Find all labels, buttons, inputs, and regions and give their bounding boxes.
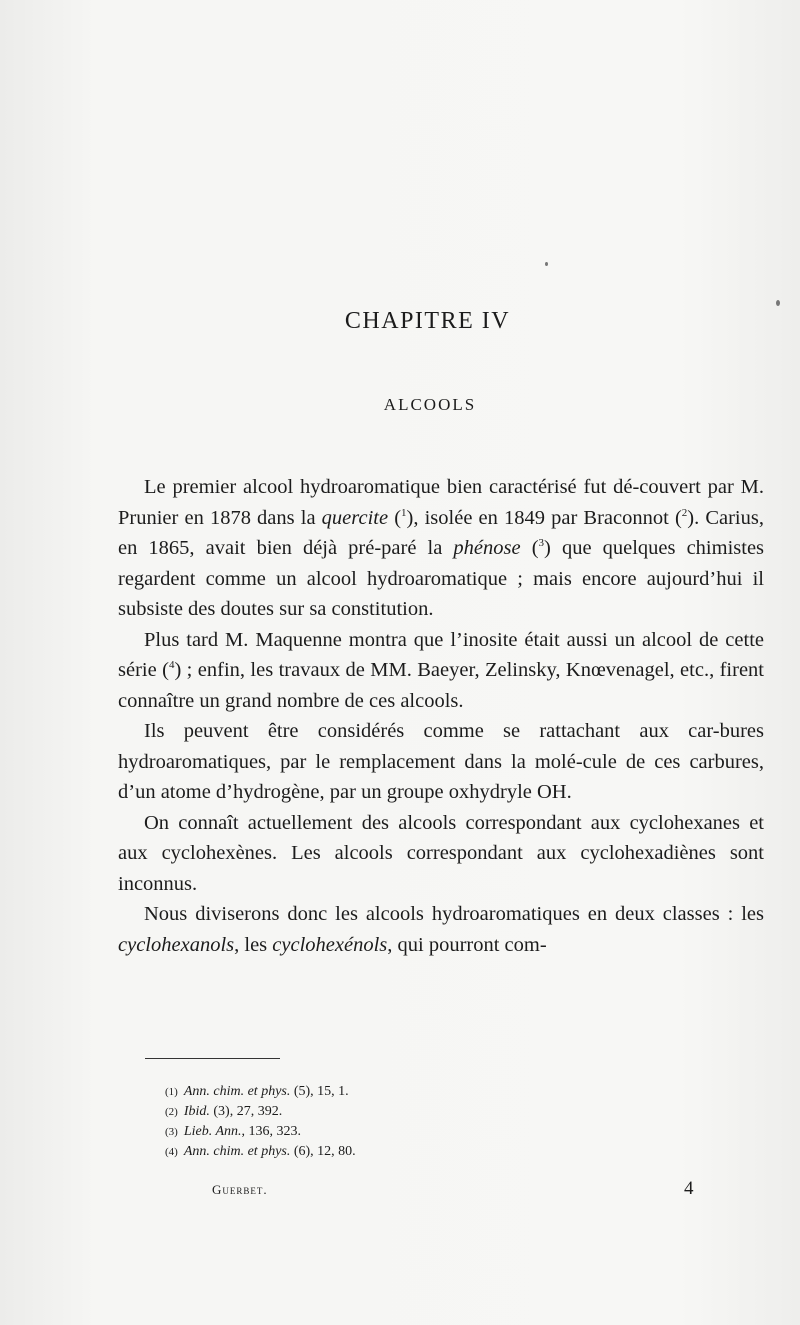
text-run: ( (388, 506, 402, 529)
chapter-title: CHAPITRE IV (344, 308, 511, 334)
body-text (118, 472, 764, 960)
section-title: ALCOOLS (383, 395, 477, 414)
text-run: ) que quelques chimistes regardent comme un alcool hydroaromatique ; mais encore aujourd’hui il subsiste des doutes sur sa constitution. (118, 537, 765, 620)
footnote-number: (2) (165, 1106, 178, 1118)
paragraph (118, 625, 764, 717)
footnote-detail: (3), 27, 392. (209, 1104, 283, 1119)
text-run: On connaît actuellement des alcools correspondant aux cyclohexanes et aux cyclohexènes. Les alcools correspondant aux cyclohexadiènes sont inconnus. (118, 811, 764, 895)
text-run: , les (234, 933, 273, 956)
footnote-ref: 3 (538, 537, 545, 550)
footnote-source: Lieb. Ann. (183, 1124, 242, 1139)
signature-mark: 4 (684, 1178, 694, 1199)
footnote (165, 1082, 356, 1102)
text-run: Ils peuvent être considérés comme se rattachant aux car-bures hydroaromatiques, par le remplacement dans la molé-cule de ces carbures, d’un atome d’hydrogène, par un groupe oxhydryle OH. (118, 720, 764, 803)
paragraph (118, 899, 764, 960)
text-run: ). Carius, en 1865, avait bien déjà pré-paré la (118, 506, 764, 559)
footnote-divider (145, 1058, 280, 1059)
text-run: Le premier alcool hydroaromatique bien caractérisé fut dé-couvert par M. Prunier en 1878 dans la (118, 476, 764, 529)
footnote-number: (4) (165, 1146, 178, 1158)
text-run: ) ; enfin, les travaux de MM. Baeyer, Zelinsky, Knœvenagel, etc., firent connaître un grand nombre de ces alcools. (118, 659, 764, 712)
text-run-italic: cyclohexénols (272, 933, 388, 956)
text-run: , qui pourront com- (387, 933, 547, 956)
footnote-number: (3) (165, 1126, 178, 1138)
footnote-detail: (6), 12, 80. (290, 1144, 356, 1159)
paragraph (118, 808, 764, 900)
paper-speck (545, 262, 548, 266)
printer-signature: Guerbet. (212, 1182, 268, 1197)
text-run: ), isolée en 1849 par Braconnot ( (406, 506, 682, 529)
footnote-ref: 4 (168, 659, 175, 672)
footnote-source: Ibid. (183, 1104, 210, 1119)
footnote-source: Ann. chim. et phys. (183, 1084, 291, 1099)
text-run: Plus tard M. Maquenne montra que l’inosite était aussi un alcool de cette série ( (118, 628, 764, 681)
text-run-italic: cyclohexanols (118, 933, 235, 956)
text-run-italic: phénose (453, 537, 521, 559)
paragraph (118, 716, 764, 808)
paper-speck (776, 300, 780, 306)
text-run: Nous diviserons donc les alcools hydroaromatiques en deux classes : les (144, 903, 764, 925)
footnote (165, 1102, 356, 1122)
text-run: ( (520, 537, 539, 559)
footnotes (165, 1082, 356, 1162)
footnote (165, 1122, 356, 1142)
paragraph (118, 472, 764, 625)
footnote-number: (1) (165, 1086, 178, 1098)
text-run-italic: quercite (321, 506, 389, 529)
footnote (165, 1142, 356, 1162)
footnote-ref: 1 (401, 506, 407, 519)
footnote-detail: , 136, 323. (241, 1124, 302, 1139)
footnote-detail: (5), 15, 1. (290, 1084, 349, 1099)
footnote-source: Ann. chim. et phys. (183, 1144, 291, 1159)
footnote-ref: 2 (681, 506, 688, 519)
